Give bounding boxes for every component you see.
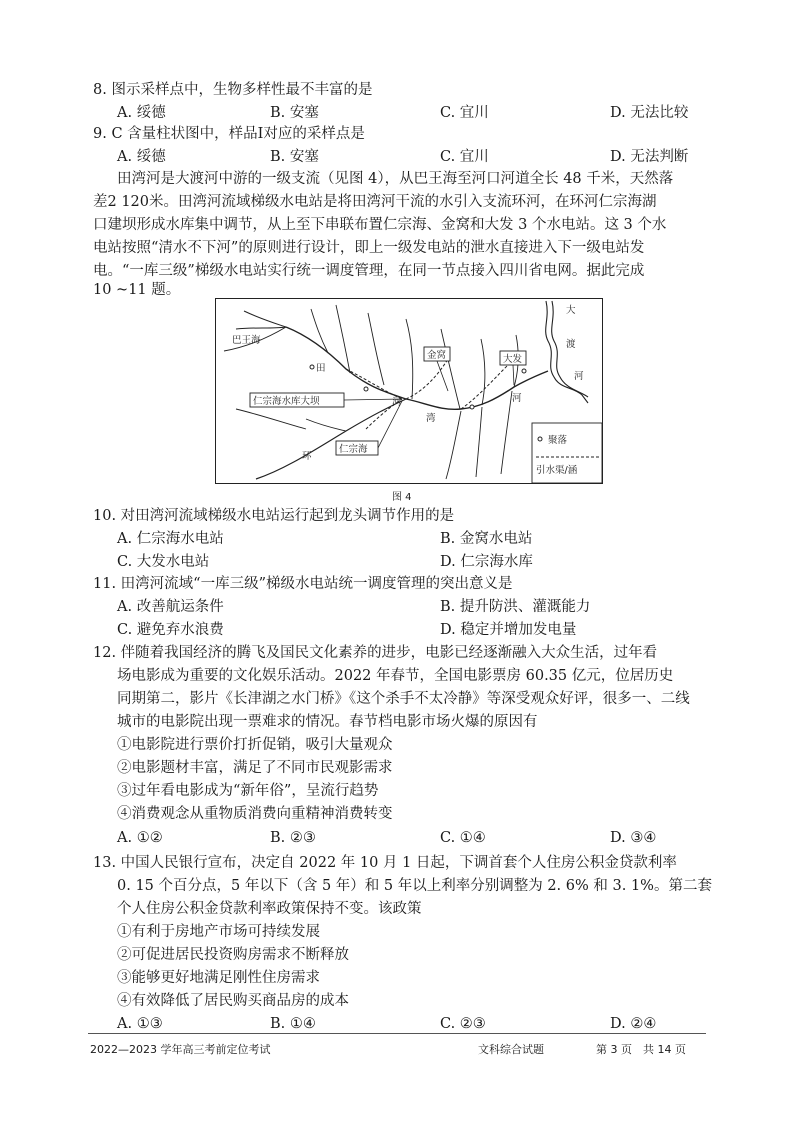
q9-option-a: A. 绥德 [117, 149, 166, 165]
q12-line-4: 城市的电影院出现一票难求的情况。春节档电影市场火爆的原因有 [117, 714, 538, 730]
q13-option-c: C. ②③ [440, 1016, 486, 1032]
q13-item-4: ④有效降低了居民购买商品房的成本 [117, 993, 349, 1009]
passage-line-6: 10 ~11 题。 [93, 282, 181, 298]
q12-option-d: D. ③④ [610, 830, 657, 846]
label-jinwo: 金窝 [427, 350, 447, 361]
passage-line-1: 田湾河是大渡河中游的一级支流（见图 4），从巴王海至河口河道全长 48 千米，天然落 [117, 171, 674, 187]
footer-page-number: 第 3 页 共 14 页 [596, 1043, 686, 1056]
q13-option-b: B. ①④ [270, 1016, 316, 1032]
q12-item-4: ④消费观念从重物质消费向重精神消费转变 [117, 806, 393, 822]
legend-channel-label: 引水渠/涵 [536, 465, 578, 476]
q11-option-d: D. 稳定并增加发电量 [440, 622, 577, 638]
q10-option-b: B. 金窝水电站 [440, 531, 533, 547]
q13-option-a: A. ①③ [117, 1016, 163, 1032]
q8-option-c: C. 宜川 [440, 105, 489, 121]
label-he-2: 河 [512, 393, 522, 404]
q11-option-c: C. 避免弃水浪费 [117, 622, 224, 638]
label-reservoir-dam: 仁宗海水库大坝 [253, 396, 320, 407]
q13-option-d: D. ②④ [610, 1016, 657, 1032]
q12-item-2: ②电影题材丰富，满足了不同市民观影需求 [117, 760, 393, 776]
label-dafa: 大发 [503, 354, 523, 365]
label-he-3: 河 [574, 371, 584, 382]
legend-village-label: 聚落 [548, 435, 568, 446]
q12-item-1: ①电影院进行票价打折促销，吸引大量观众 [117, 737, 393, 753]
label-du: 渡 [566, 339, 576, 350]
q10-option-a: A. 仁宗海水电站 [117, 531, 224, 547]
figure-4-map [215, 298, 603, 484]
legend-village-icon [538, 437, 542, 441]
q13-line-2: 0. 15 个百分点，5 年以下（含 5 年）和 5 年以上利率分别调整为 2. 6% 和 3. 1%。第二套 [117, 878, 712, 894]
q11-option-a: A. 改善航运条件 [117, 599, 224, 615]
q9-option-d: D. 无法判断 [610, 149, 689, 165]
footer-subject: 文科综合试题 [478, 1043, 544, 1056]
passage-line-2: 差2 120米。田湾河流域梯级水电站是将田湾河干流的水引入支流环河，在环河仁宗海湖 [93, 194, 657, 210]
q8-option-d: D. 无法比较 [610, 105, 689, 121]
label-wan: 湾 [426, 413, 436, 424]
q10-option-d: D. 仁宗海水库 [440, 554, 533, 570]
dadu-river [546, 301, 588, 403]
q13-line-1: 13. 中国人民银行宣布，决定自 2022 年 10 月 1 日起，下调首套个人住房公积金贷款利率 [93, 855, 677, 871]
footer-exam-title: 2022—2023 学年高三考前定位考试 [90, 1043, 271, 1056]
q8-stem: 8. 图示采样点中，生物多样性最不丰富的是 [93, 82, 373, 98]
q13-line-3: 个人住房公积金贷款利率政策保持不变。该政策 [117, 901, 422, 917]
label-he-1: 河 [392, 397, 402, 408]
q12-line-3: 同期第二，影片《长津湖之水门桥》《这个杀手不太冷静》等深受观众好评，很多一、二线 [117, 691, 690, 707]
village-dot [364, 387, 368, 391]
q10-option-c: C. 大发水电站 [117, 554, 210, 570]
passage-line-5: 电。“一库三级”梯级水电站实行统一调度管理，在同一节点接入四川省电网。据此完成 [93, 263, 645, 279]
river-map [216, 299, 602, 483]
label-tian: 田 [316, 363, 326, 374]
q12-option-c: C. ①④ [440, 830, 486, 846]
label-bawanghai: 巴王海 [232, 335, 261, 346]
q12-item-3: ③过年看电影成为“新年俗”，呈流行趋势 [117, 783, 379, 799]
label-renzonghai: 仁宗海 [339, 444, 368, 455]
q10-stem: 10. 对田湾河流域梯级水电站运行起到龙头调节作用的是 [93, 508, 455, 524]
q12-line-2: 场电影成为重要的文化娱乐活动。2022 年春节，全国电影票房 60.35 亿元，位居历史 [117, 668, 674, 684]
q9-stem: 9. C 含量柱状图中，样品Ⅰ对应的采样点是 [93, 126, 365, 142]
q12-option-b: B. ②③ [270, 830, 316, 846]
huan-river [256, 399, 406, 479]
q9-option-c: C. 宜川 [440, 149, 489, 165]
passage-line-3: 口建坝形成水库集中调节，从上至下串联布置仁宗海、金窝和大发 3 个水电站。这 3 个水 [93, 217, 667, 233]
q8-option-a: A. 绥德 [117, 105, 166, 121]
footer-divider [88, 1033, 706, 1034]
label-da: 大 [566, 305, 576, 316]
q12-option-a: A. ①② [117, 830, 163, 846]
q13-item-3: ③能够更好地满足刚性住房需求 [117, 970, 320, 986]
q11-option-b: B. 提升防洪、灌溉能力 [440, 599, 591, 615]
q12-line-1: 12. 伴随着我国经济的腾飞及国民文化素养的进步，电影已经逐渐融入大众生活，过年看 [93, 645, 658, 661]
figure-caption: 图 4 [392, 492, 412, 503]
q13-item-1: ①有利于房地产市场可持续发展 [117, 924, 320, 940]
label-huan: 环 [302, 451, 312, 462]
q8-option-b: B. 安塞 [270, 105, 319, 121]
q13-item-2: ②可促进居民投资购房需求不断释放 [117, 947, 349, 963]
q9-option-b: B. 安塞 [270, 149, 319, 165]
passage-line-4: 电站按照“清水不下河”的原则进行设计，即上一级发电站的泄水直接进入下一级电站发 [93, 240, 645, 256]
q11-stem: 11. 田湾河流域“一库三级”梯级水电站统一调度管理的突出意义是 [93, 576, 513, 592]
